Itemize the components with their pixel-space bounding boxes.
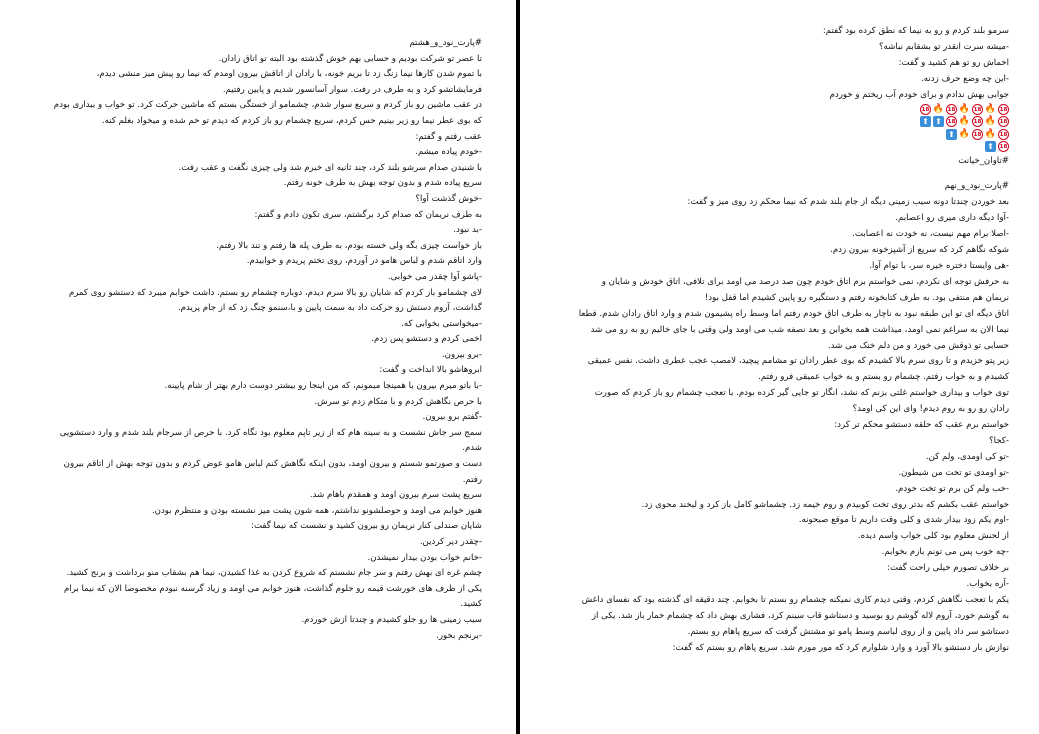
up-arrow-button-icon: ⬆ (920, 116, 931, 127)
right-page-line: سرمو بلند کردم و رو به نیما که نطق کرده بود گفتم: (822, 26, 1009, 36)
left-page-line: سریع پیاده شدم و بدون توجه بهش به طرف خونه رفتم. (283, 178, 482, 189)
left-page-line: با تموم شدن کارها نیما زنگ زد تا بریم خونه، با رادان از اتاقش بیرون اومدم که نیما رو پیش میز منشی دیدم، (96, 69, 482, 80)
left-page-line: -چقدر دیر کردین. (419, 537, 482, 547)
right-page-line: دستاشو سر داد پایین و از روی لباسم وسط پامو تو مشتش گرفت که سریع پاهام رو بستم. (687, 626, 1009, 637)
right-page-line: به حرفش توجه ای نکردم، نمی خواستم برم اتاق خودم چون صد درصد می اومد برای تلافی، اتاق خودش و شایان و (601, 276, 1009, 287)
right-page (522, 0, 1039, 734)
fire-icon: 🔥 (958, 116, 970, 127)
right-page-line: زیر پتو خزیدم و تا روی سرم بالا کشیدم که بوی عطر رادان تو مشامم پیچید، لامصب عجب عطری داشت. نفس عمیقی (587, 356, 1009, 367)
age-18-prohibited-icon: 18 (972, 116, 983, 127)
left-page-line: عقب رفتم و گفتم: (415, 131, 482, 142)
right-page-line: اتاق دیگه ای تو این طبقه نبود به ناچار به طرف اتاق خودم رفتم اما وسط راه پشیمون شدم و وارد اتاق رادان شدم. قطعا (578, 308, 1009, 319)
age-18-prohibited-icon: 18 (998, 129, 1009, 140)
right-page-line: توی خواب و بیداری خواستم غلتی بزنم که نشد، انگار تو جایی گیر کرده بودم. با تعجب چشمام رو باز کردم که صورت (594, 388, 1009, 399)
left-page-line: به طرف نریمان که صدام کرد برگشتم، سری تکون دادم و گفتم: (254, 209, 482, 220)
left-page-line: باز خواست چیزی بگه ولی خسته بودم، به طرف پله ها رفتم و تند بالا رفتم. (216, 240, 482, 251)
left-page-line: فرمایشاتشو کرد و به طرف در رفت. سوار آسانسور شدیم و پایین رفتیم. (222, 84, 482, 95)
left-page-line: -برنجم بخور. (436, 630, 482, 641)
right-page-line: -آره بخواب. (966, 579, 1009, 590)
right-page-bottom-text (566, 179, 1009, 656)
left-page-line: -خودم پیاده میشم. (415, 147, 482, 158)
right-page-line: #پارت_نود_و_نهم (944, 181, 1009, 192)
left-page-line: -برو بیرون. (441, 349, 482, 360)
left-page-line: که بوی عطر نیما رو زیر بینیم حس کردم، سریع چشمام رو باز کردم که دیدم تو خم شده و میخواد بغلم کنه. (101, 115, 482, 126)
age-18-prohibited-icon: 18 (998, 116, 1009, 127)
right-page-line: شوکه نگاهم کرد که سریع از آشپزخونه بیرون زدم. (830, 245, 1009, 256)
left-page-line: -خوش گذشت آوا؟ (415, 193, 482, 204)
right-page-line: -میشه سرت انقدر تو بشقابم نباشه؟ (879, 41, 1009, 52)
age-18-prohibited-icon: 18 (920, 104, 931, 115)
left-page-line: یکی از ظرف های خورشت قیمه رو جلوم گذاشت، هنوز خوابم می اومد و زیاد گرسنه نبودم مخصوصا الان که نیما برام (63, 583, 482, 594)
left-page-line: -گفتم برو بیرون. (422, 412, 482, 423)
right-page-top-text (566, 24, 1009, 104)
right-page-line: -خب ولم کن برم تو تخت خودم. (895, 483, 1009, 494)
right-page-line: نوازش بار دستشو بالا آورد و وارد شلوارم کرد که مور مورم شد. سریع پاهام رو بستم که گفت: (672, 642, 1009, 653)
fire-icon: 🔥 (984, 128, 996, 139)
right-page-line: کشیدم و به خواب رفتم. چشمام رو بستم و به خواب عمیقی فرو رفتم. (758, 372, 1009, 383)
emoji-row (566, 141, 1009, 154)
up-arrow-button-icon: ⬆ (933, 116, 944, 127)
age-18-prohibited-icon: 18 (946, 104, 957, 115)
right-page-line: -کجا؟ (989, 435, 1009, 446)
right-page-line: اخماش رو تو هم کشید و گفت: (898, 57, 1009, 68)
age-18-prohibited-icon: 18 (946, 116, 957, 127)
right-page-line: -این چه وضع حرف زدنه. (921, 73, 1009, 84)
right-page-line: به گوشم خورد، آروم لاله گوشم رو بوسید و دستاشو قاب سینم کرد، فشاری بهش داد که چشمام خمار باز شد. یکی از (591, 610, 1009, 621)
fire-icon: 🔥 (958, 103, 970, 114)
right-page-line: -اصلا برام مهم نیست، نه خودت نه اعصابت. (852, 229, 1009, 240)
section-gap (566, 169, 1009, 179)
age-18-prohibited-icon: 18 (998, 141, 1009, 152)
left-page-line: #پارت_نود_و_هشتم (409, 38, 482, 48)
right-page-line: نریمان هم منتفی بود. به طرف کتابخونه رفتم و دستگیره رو پایین کشیدم اما قفل بود! (704, 292, 1009, 303)
left-page-line: -بد نبود. (453, 225, 482, 236)
left-page (0, 0, 516, 734)
fire-icon: 🔥 (958, 128, 970, 139)
right-page-line: از لحنش معلوم بود کلی خواب واسم دیده. (857, 531, 1009, 542)
age-18-prohibited-icon: 18 (972, 104, 983, 115)
left-page-line: -پاشو آوا چقدر می خوابی. (387, 271, 482, 282)
left-page-line: -میخواستی بخوابی که. (401, 318, 482, 329)
left-page-line: سریع پشت سرم بیرون اومد و همقدم باهام شد. (309, 490, 482, 501)
right-page-line: خواستم برم عقب که حلقه دستشو محکم تر کرد: (834, 420, 1009, 431)
right-page-line: -هی وایستا دختره خیره سر، با توام آوا. (869, 260, 1009, 271)
right-page-line: نیما الان به سراغم نمی اومد، میذاشت همه بخوابن و بعد نصفه شب می اومد ولی وقتی با جای خالیم رو به رو می شد (590, 324, 1009, 335)
right-page-line: -آوا دیگه داری میری رو اعصابم. (895, 213, 1009, 224)
age-18-prohibited-icon: 18 (972, 129, 983, 140)
left-page-line: شدم. (462, 443, 482, 454)
page-divider (516, 0, 520, 734)
left-page-line: چشم غره ای بهش رفتم و سر جام نشستم که شروع کردن به غذا کشیدن، نیما هم بشقاب منو برداشت و برنج کشید. (66, 568, 482, 579)
emoji-block (566, 104, 1009, 154)
up-arrow-button-icon: ⬆ (946, 129, 957, 140)
right-page-line: -چه خوب پس می تونم بازم بخوابم. (881, 547, 1009, 558)
fire-icon: 🔥 (932, 103, 944, 114)
left-page-line: با شنیدن صدام سرشو بلند کرد، چند ثانیه ای خیرم شد ولی چیزی نگفت و عقب رفت. (178, 162, 482, 173)
left-page-line: گذاشت، آروم دستش رو حرکت داد به سمت پایین و با،سنمو چنگ زد که از جام پریدم. (177, 303, 482, 314)
right-page-line: بر خلاف تصورم خیلی راحت گفت: (887, 563, 1009, 574)
left-page-line: -با باتو میرم بیرون یا همینجا میمونم، که من اینجا رو بیشتر دوست دارم بهتر از شام پایینه. (164, 381, 482, 392)
right-page-line: رادان رو رو به روم دیدم! وای این کی اومد؟ (852, 404, 1009, 415)
right-page-line: بعد خوردن چندتا دونه سیب زمینی دیگه از جام بلند شدم که نیما محکم زد روی میز و گفت: (687, 197, 1009, 208)
fire-icon: 🔥 (984, 116, 996, 127)
emoji-row (566, 129, 1009, 142)
up-arrow-button-icon: ⬆ (985, 141, 996, 152)
left-page-line: ابروهاشو بالا انداخت و گفت: (379, 365, 482, 376)
left-page-line: رفتم. (462, 474, 482, 485)
left-page-line: شایان صندلی کنار نریمان رو بیرون کشید و نشست که نیما گفت: (251, 521, 482, 532)
right-page-line: حسابی تو ذوقش می خورد و من دلم خنک می شد. (827, 340, 1009, 351)
right-page-line: خواستم عقب بکشم که بدتر روی تخت کوبیدم و روم خیمه زد. چشماشو کامل باز کرد و لبخند محوی زد. (641, 499, 1009, 510)
left-page-line: لای چشمامو باز کردم که شایان رو بالا سرم دیدم، دوباره چشمام رو بستم. داشت خوابم میبرد که دستشو روی کمرم (68, 287, 482, 298)
left-page-line: در عقب ماشین رو باز کردم و سریع سوار شدم، چشمامو از خستگی بستم که ماشین حرکت کرد. تو خواب و بیداری بودم (53, 100, 482, 111)
fire-icon: 🔥 (984, 103, 996, 114)
left-page-line: هنوز خوابم می اومد و حوصلشونو نداشتم، همه شون پشت میز نشسته بودن و منتظرم بودن. (151, 505, 482, 516)
age-18-prohibited-icon: 18 (998, 104, 1009, 115)
left-page-line: وارد اتاقم شدم و لباس هامو در آوردم، روی تختم پریدم و خوابیدم. (246, 256, 482, 267)
right-page-line: -تو اومدی تو تخت من شیطون. (898, 467, 1009, 478)
hashtag-line: #تاوان_خیانت (958, 155, 1009, 166)
left-page-line: سمج سر جاش نشست و به سینه هام که از زیر تاپم معلوم بود نگاه کرد. با حرص از سرجام بلند شدم و وارد دستشویی (59, 427, 482, 438)
emoji-row (566, 116, 1009, 129)
right-page-line: -تو کی اومدی، ولم کن. (925, 451, 1009, 462)
right-page-line: جوابی بهش ندادم و برای خودم آب ریختم و خوردم (829, 89, 1009, 100)
emoji-row (566, 104, 1009, 117)
left-page-line: -خانم خواب بودن بیدار نمیشدن. (367, 552, 482, 563)
left-page-line: سیب زمینی ها رو جلو کشیدم و چندتا ازش خوردم. (301, 614, 482, 625)
left-page-line: کشید. (460, 599, 482, 610)
left-page-line: اخمی کردم و دستشو پس زدم. (371, 334, 482, 345)
left-page-line: با حرص نگاهش کردم و با متکام زدم تو سرش. (314, 396, 482, 407)
right-page-line: یکم با تعجب نگاهش کردم، وقتی دیدم کاری نمیکنه چشمام رو بستم تا بخوابم. چند دقیقه ای گذشته بود که نفسای داغش (581, 595, 1009, 605)
left-page-line: تا عصر تو شرکت بودیم و حسابی بهم خوش گذشته بود البته تو اتاق رادان. (218, 53, 482, 64)
right-page-line: -اوم یکم زود بیدار شدی و کلی وقت داریم تا موقع صبحونه. (798, 515, 1009, 526)
left-page-line: دست و صورتمو شستم و بیرون اومد، بدون اینکه نگاهش کنم لباس هامو عوض کردم و بدون توجه بهش از اتاقم بیرون (63, 459, 482, 470)
